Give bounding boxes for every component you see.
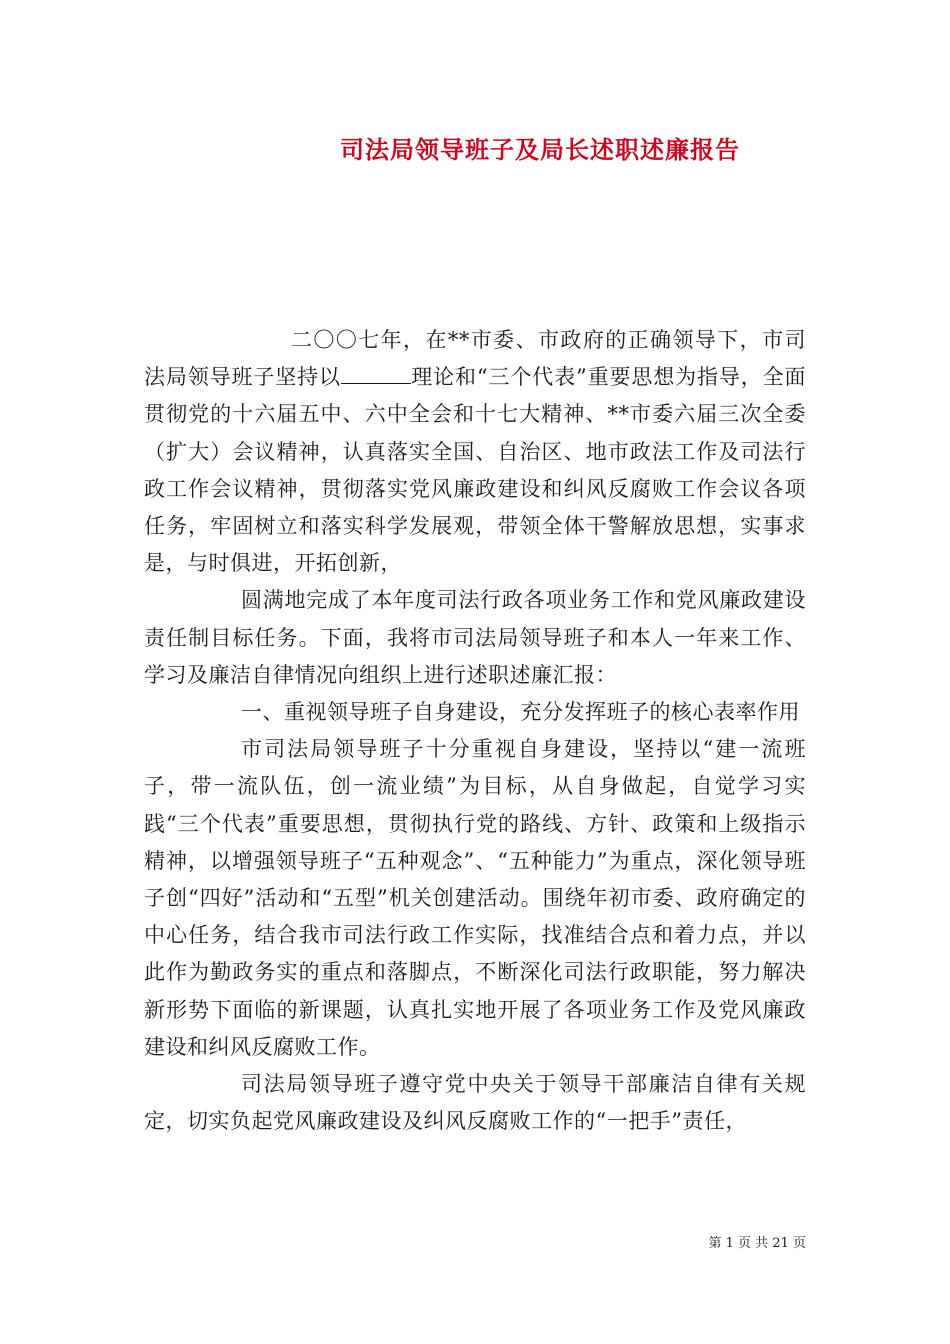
paragraph-1-text-after: 理论和“三个代表”重要思想为指导，全面贯彻党的十六届五中、六中全会和十七大精神、**市委六届三次全委（扩大）会议精神，认真落实全国、自治区、地市政法工作及司法行政工作会议精神，贯彻落实党风廉政建设和纠风反腐败工作会议各项任务，牢固树立和落实科学发展观，带领全体干警解放思想，实事求是，与时俱进，开拓创新，	[144, 365, 806, 576]
document-body	[144, 322, 806, 1140]
paragraph-1-text-before: 二〇〇七年，在**市委、市政府的正确领导下，市司法局领导班子坚持以	[144, 328, 806, 390]
paragraph-5: 司法局领导班子遵守党中央关于领导干部廉洁自律有关规定，切实负起党风廉政建设及纠风反腐败工作的“一把手”责任，	[144, 1072, 806, 1134]
blank-underline	[341, 363, 411, 384]
page-number-footer: 第 1 页 共 21 页	[708, 1236, 806, 1251]
paragraph-4: 市司法局领导班子十分重视自身建设，坚持以“建一流班子，带一流队伍，创一流业绩”为目标，从自身做起，自觉学习实践“三个代表”重要思想，贯彻执行党的路线、方针、政策和上级指示精神，以增强领导班子“五种观念”、“五种能力”为重点，深化领导班子创“四好”活动和“五型”机关创建活动。围绕年初市委、政府确定的中心任务，结合我市司法行政工作实际，找准结合点和着力点，并以此作为勤政务实的重点和落脚点，不断深化司法行政职能，努力解决新形势下面临的新课题，认真扎实地开展了各项业务工作及党风廉政建设和纠风反腐败工作。	[144, 737, 806, 1059]
document-title: 司法局领导班子及局长述职述廉报告	[340, 135, 740, 164]
section-heading-1: 一、重视领导班子自身建设，充分发挥班子的核心表率作用	[241, 700, 800, 725]
paragraph-2: 圆满地完成了本年度司法行政各项业务工作和党风廉政建设责任制目标任务。下面，我将市司法局领导班子和本人一年来工作、学习及廉洁自律情况向组织上进行述职述廉汇报：	[144, 588, 806, 687]
paragraph-1	[144, 322, 806, 582]
